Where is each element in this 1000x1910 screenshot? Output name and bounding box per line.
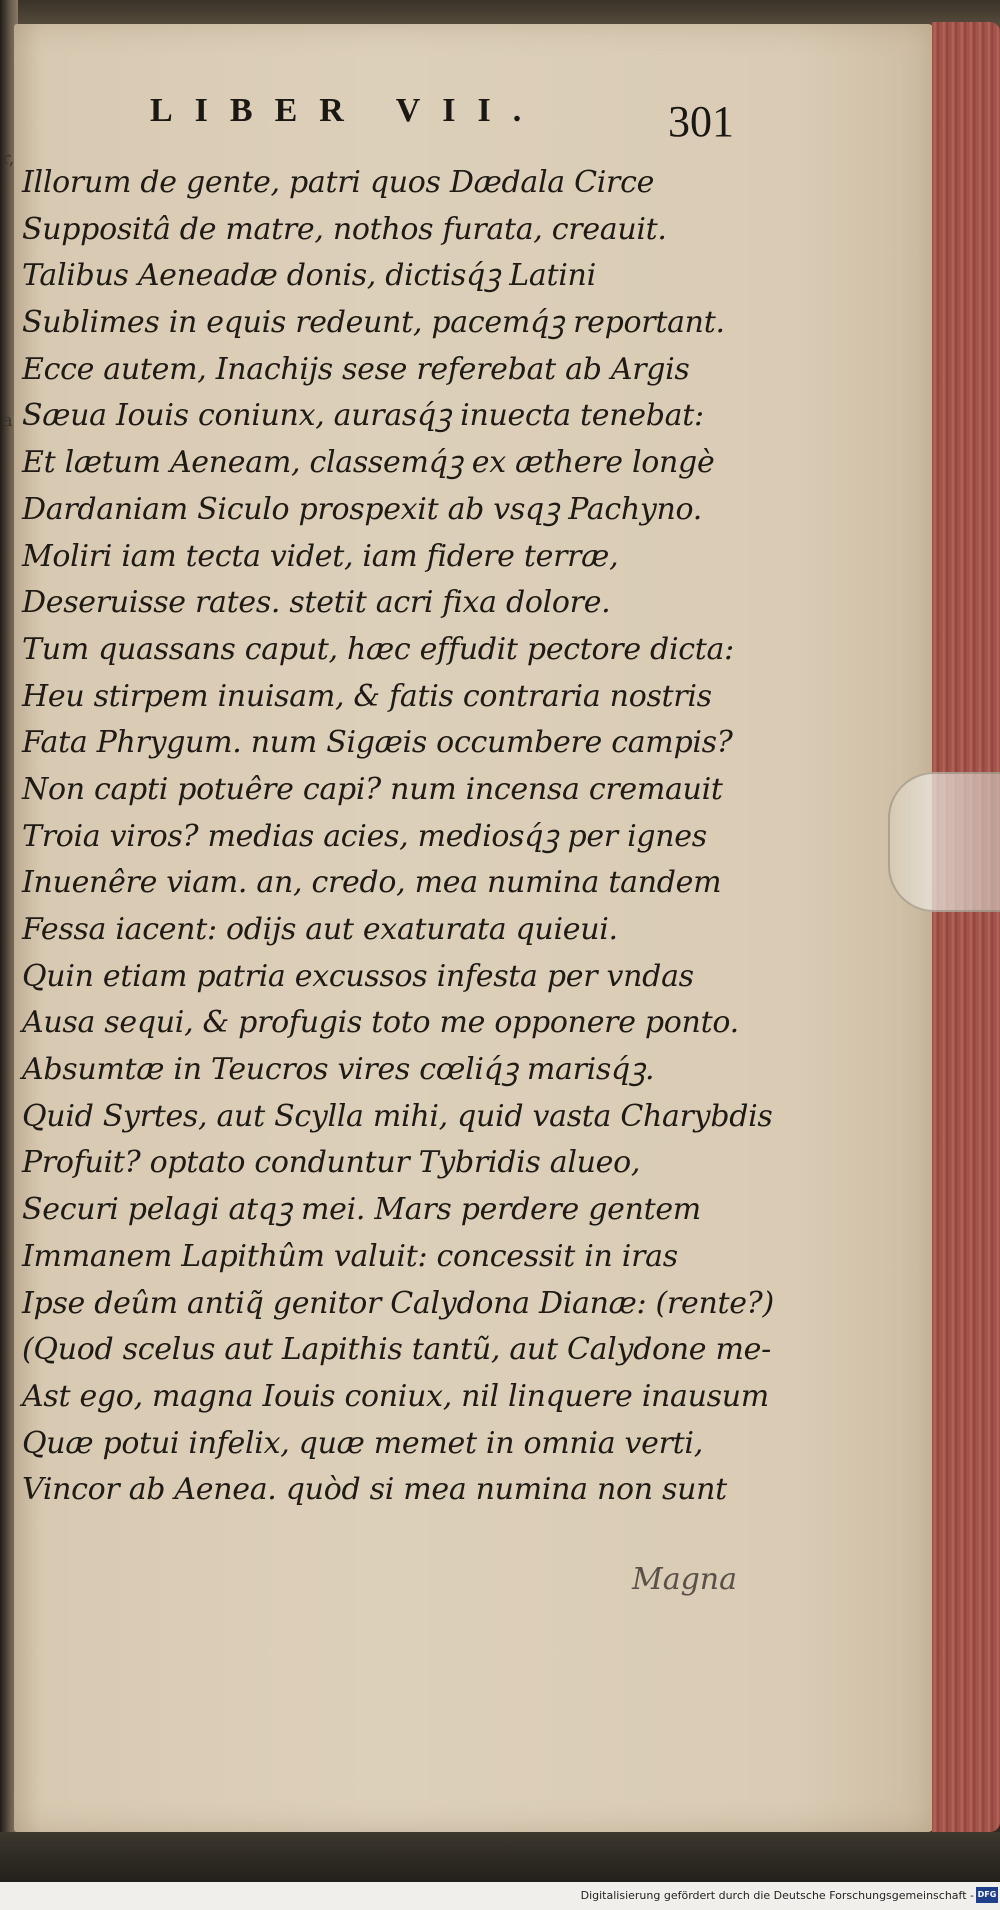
verse-line: Quid Syrtes, aut Scylla mihi, quid vasta Charybdis: [22, 1098, 773, 1134]
catchword: Magna: [632, 1562, 738, 1597]
running-head: LIBER VII.: [150, 92, 544, 129]
verse-line: Moliri iam tecta videt, iam fidere terræ,: [22, 538, 619, 574]
verse-line: Profuit? optato conduntur Tybridis alueo,: [22, 1145, 641, 1181]
verse-line: Ecce autem, Inachijs sese referebat ab Argis: [22, 351, 690, 387]
page-number: 301: [668, 97, 734, 146]
verse-line: Troia viros? medias acies, mediosq́ꝫ per ignes: [22, 818, 707, 854]
verse-line: Inuenêre viam. an, credo, mea numina tandem: [22, 865, 722, 901]
dfg-logo: DFG: [976, 1887, 998, 1903]
verse-line: Absumtæ in Teucros vires cœliq́ꝫ marisq́ꝫ.: [22, 1052, 655, 1088]
verse-line: Ast ego, magna Iouis coniux, nil linquere inausum: [22, 1378, 769, 1414]
verse-line: Sublimes in equis redeunt, pacemq́ꝫ reportant.: [22, 305, 725, 341]
footer-credit: Digitalisierung gefördert durch die Deutsche Forschungsgemeinschaft -: [580, 1889, 974, 1902]
verse-line: Quin etiam patria excussos infesta per vndas: [22, 958, 694, 994]
verse-line: Tum quassans caput, hæc effudit pectore dicta:: [22, 631, 734, 667]
verse-line: Non capti potuêre capi? num incensa cremauit: [22, 771, 723, 807]
verse-line: Heu stirpem inuisam, & fatis contraria nostris: [22, 678, 712, 714]
margin-mark: r,: [2, 148, 15, 169]
margin-mark: a: [2, 410, 13, 431]
verse-line: Vincor ab Aenea. quòd si mea numina non sunt: [22, 1472, 727, 1508]
verse-line: Ipse deûm antiq̃ genitor Calydona Dianæ: (rente?): [22, 1285, 774, 1321]
verse-line: Securi pelagi atqꝫ mei. Mars perdere gentem: [22, 1192, 701, 1228]
verse-text: [22, 160, 782, 1514]
verse-line: Talibus Aeneadæ donis, dictisq́ꝫ Latini: [22, 258, 596, 294]
verse-line: Quæ potui infelix, quæ memet in omnia verti,: [22, 1425, 703, 1461]
verse-line: (Quod scelus aut Lapithis tantũ, aut Calydone me-: [22, 1332, 771, 1368]
verse-line: Deseruisse rates. stetit acri fixa dolore.: [22, 585, 611, 621]
verse-line: Suppositâ de matre, nothos furata, creauit.: [22, 211, 667, 247]
scan-bottom-background: [0, 1832, 1000, 1882]
verse-line: Dardaniam Siculo prospexit ab vsqꝫ Pachyno.: [22, 491, 703, 527]
verse-line: Immanem Lapithûm valuit: concessit in iras: [22, 1238, 678, 1274]
page-holder-clip: [888, 772, 1000, 912]
verse-line: Et lætum Aeneam, classemq́ꝫ ex æthere longè: [22, 445, 715, 481]
verse-line: Sæua Iouis coniunx, aurasq́ꝫ inuecta tenebat:: [22, 398, 704, 434]
verse-line: Ausa sequi, & profugis toto me opponere ponto.: [22, 1005, 739, 1041]
page-fore-edge: [932, 22, 1000, 1832]
verse-line: Illorum de gente, patri quos Dædala Circe: [22, 165, 655, 200]
verse-line: Fata Phrygum. num Sigæis occumbere campis?: [22, 725, 733, 761]
verse-line: Fessa iacent: odijs aut exaturata quieui.: [22, 912, 618, 947]
